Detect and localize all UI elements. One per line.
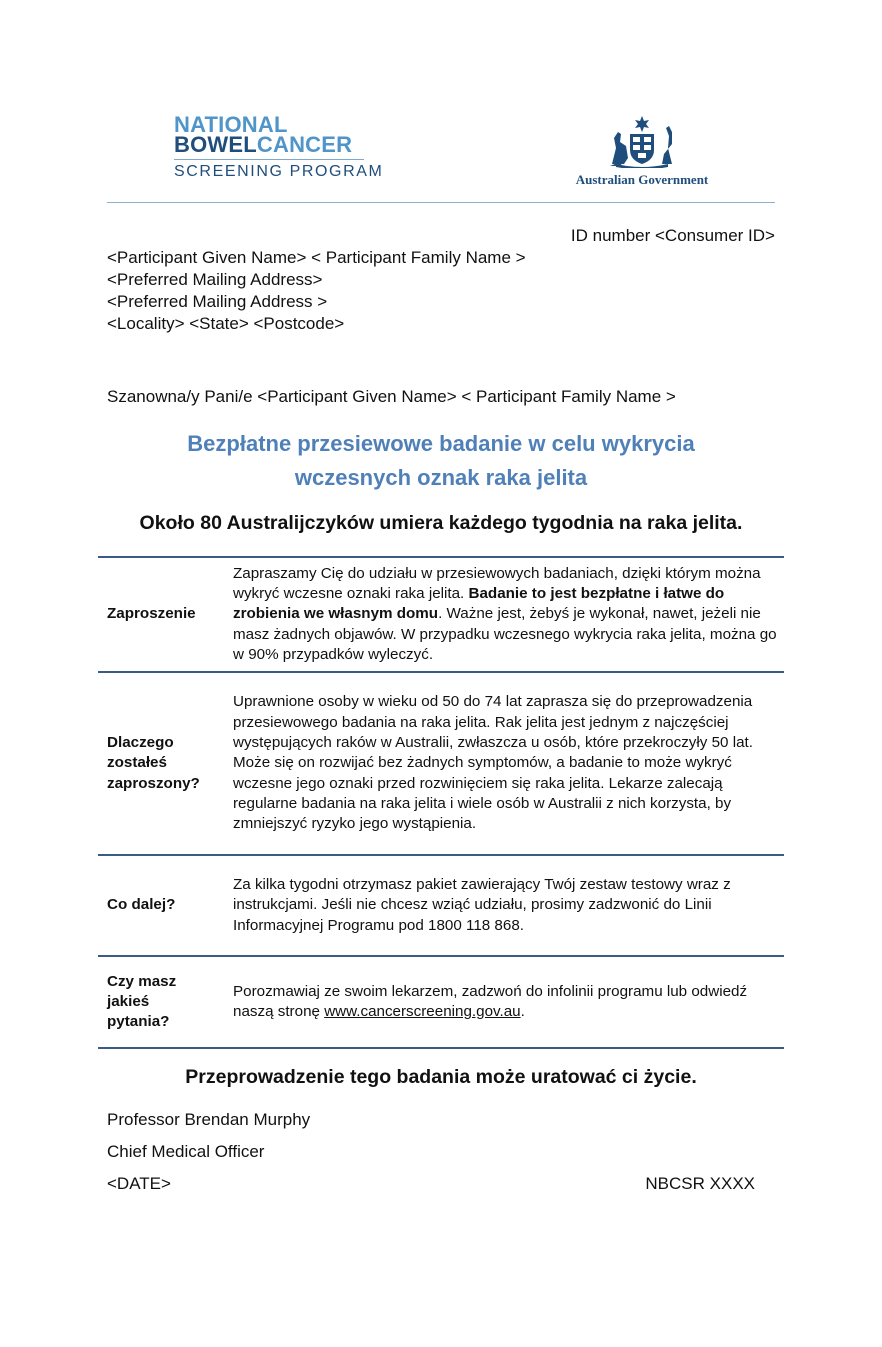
letter-title <box>107 427 775 495</box>
row-label-why <box>98 672 232 855</box>
invitation-text-a: Zapraszamy Cię do udziału w przesiewowych badaniach, dzięki którym można wykryć wczesne oznaki raka jelita. <box>233 564 761 603</box>
label-line: Czy masz <box>107 972 177 990</box>
letter-subtitle: Około 80 Australijczyków umiera każdego tygodnia na raka jelita. <box>139 512 743 534</box>
row-text-questions <box>232 956 784 1048</box>
invitation-text-b: . Ważne jest, żebyś je wykonał, nawet, jeżeli nie masz żadnych objawów. W przypadku wczesnego wykrycia raka jelita, można go w 90% przypadków wyleczyć. <box>233 605 777 663</box>
label-line: pytania? <box>107 1013 170 1031</box>
australian-government-logo <box>572 114 712 188</box>
header-divider <box>107 202 775 203</box>
row-label-next: Co dalej? <box>98 855 232 956</box>
label-line: jakieś <box>107 992 150 1010</box>
row-text-invitation <box>232 557 784 672</box>
closing-statement: Przeprowadzenie tego badania może uratować ci życie. <box>185 1066 697 1088</box>
logo-word-bowel: BOWEL <box>174 132 257 157</box>
salutation: Szanowna/y Pani/e <Participant Given Name> < Participant Family Name > <box>107 387 676 406</box>
row-label-invitation: Zaproszenie <box>98 557 232 672</box>
signatory-role: Chief Medical Officer <box>107 1142 265 1161</box>
row-label-questions <box>98 956 232 1048</box>
table-row <box>98 956 784 1048</box>
label-line: Dlaczego <box>107 734 174 752</box>
mailing-address <box>107 247 526 335</box>
address-line: <Preferred Mailing Address > <box>107 292 328 311</box>
website-link[interactable]: www.cancerscreening.gov.au <box>324 1003 521 1020</box>
nbcsp-logo <box>174 112 384 181</box>
label-line: zaproszony? <box>107 774 200 792</box>
table-row <box>98 557 784 672</box>
logo-divider <box>174 159 364 160</box>
government-label: Australian Government <box>575 172 709 187</box>
address-line: <Locality> <State> <Postcode> <box>107 314 345 333</box>
logo-line-national: NATIONAL <box>174 112 288 137</box>
coat-of-arms-icon <box>606 114 678 168</box>
row-text-why: Uprawnione osoby w wieku od 50 do 74 lat zaprasza się do przeprowadzenia przesiewowego badania na raka jelita. Rak jelita jest jednym z najczęściej występujących raków w Australii, zwłaszcza u osób, które przekroczyły 50 lat. Może się on rozwijać bez żadnych symptomów, a badanie to może wykryć wczesne jego oznaki przed rozwinięciem się raka jelita. Lekarze zalecają regularne badania na raka jelita i wiele osób w Australii z nich korzysta, by zmniejszyć ryzyko jego wystąpienia. <box>232 672 784 855</box>
table-row <box>98 672 784 855</box>
row-text-next: Za kilka tygodni otrzymasz pakiet zawierający Twój zestaw testowy wraz z instrukcjami. Jeśli nie chcesz wziąć udziału, prosimy zadzwonić do Linii Informacyjnej Programu pod 1800 118 868. <box>232 855 784 956</box>
signatory-name: Professor Brendan Murphy <box>107 1110 311 1129</box>
label-line: zostałeś <box>107 754 167 772</box>
logo-line-bowelcancer <box>174 132 383 157</box>
table-row <box>98 855 784 956</box>
address-line: <Preferred Mailing Address> <box>107 270 323 289</box>
title-line: Bezpłatne przesiewowe badanie w celu wykrycia <box>187 431 695 456</box>
info-table <box>98 556 784 1049</box>
questions-text-b: . <box>520 1003 525 1020</box>
logo-line-screening: SCREENING PROGRAM <box>174 163 384 180</box>
consumer-id-line: ID number <Consumer ID> <box>570 226 775 245</box>
letter-date: <DATE> <box>107 1174 171 1193</box>
address-line: <Participant Given Name> < Participant Family Name > <box>107 248 526 267</box>
title-line: wczesnych oznak raka jelita <box>294 465 588 490</box>
reference-code: NBCSR XXXX <box>645 1174 755 1193</box>
invitation-text-bold: Badanie to jest bezpłatne i łatwe do zrobienia we własnym domu <box>233 585 725 623</box>
questions-text-a: Porozmawiaj ze swoim lekarzem, zadzwoń do infolinii programu lub odwiedź naszą stronę <box>233 982 748 1020</box>
logo-word-cancer: CANCER <box>256 132 353 157</box>
